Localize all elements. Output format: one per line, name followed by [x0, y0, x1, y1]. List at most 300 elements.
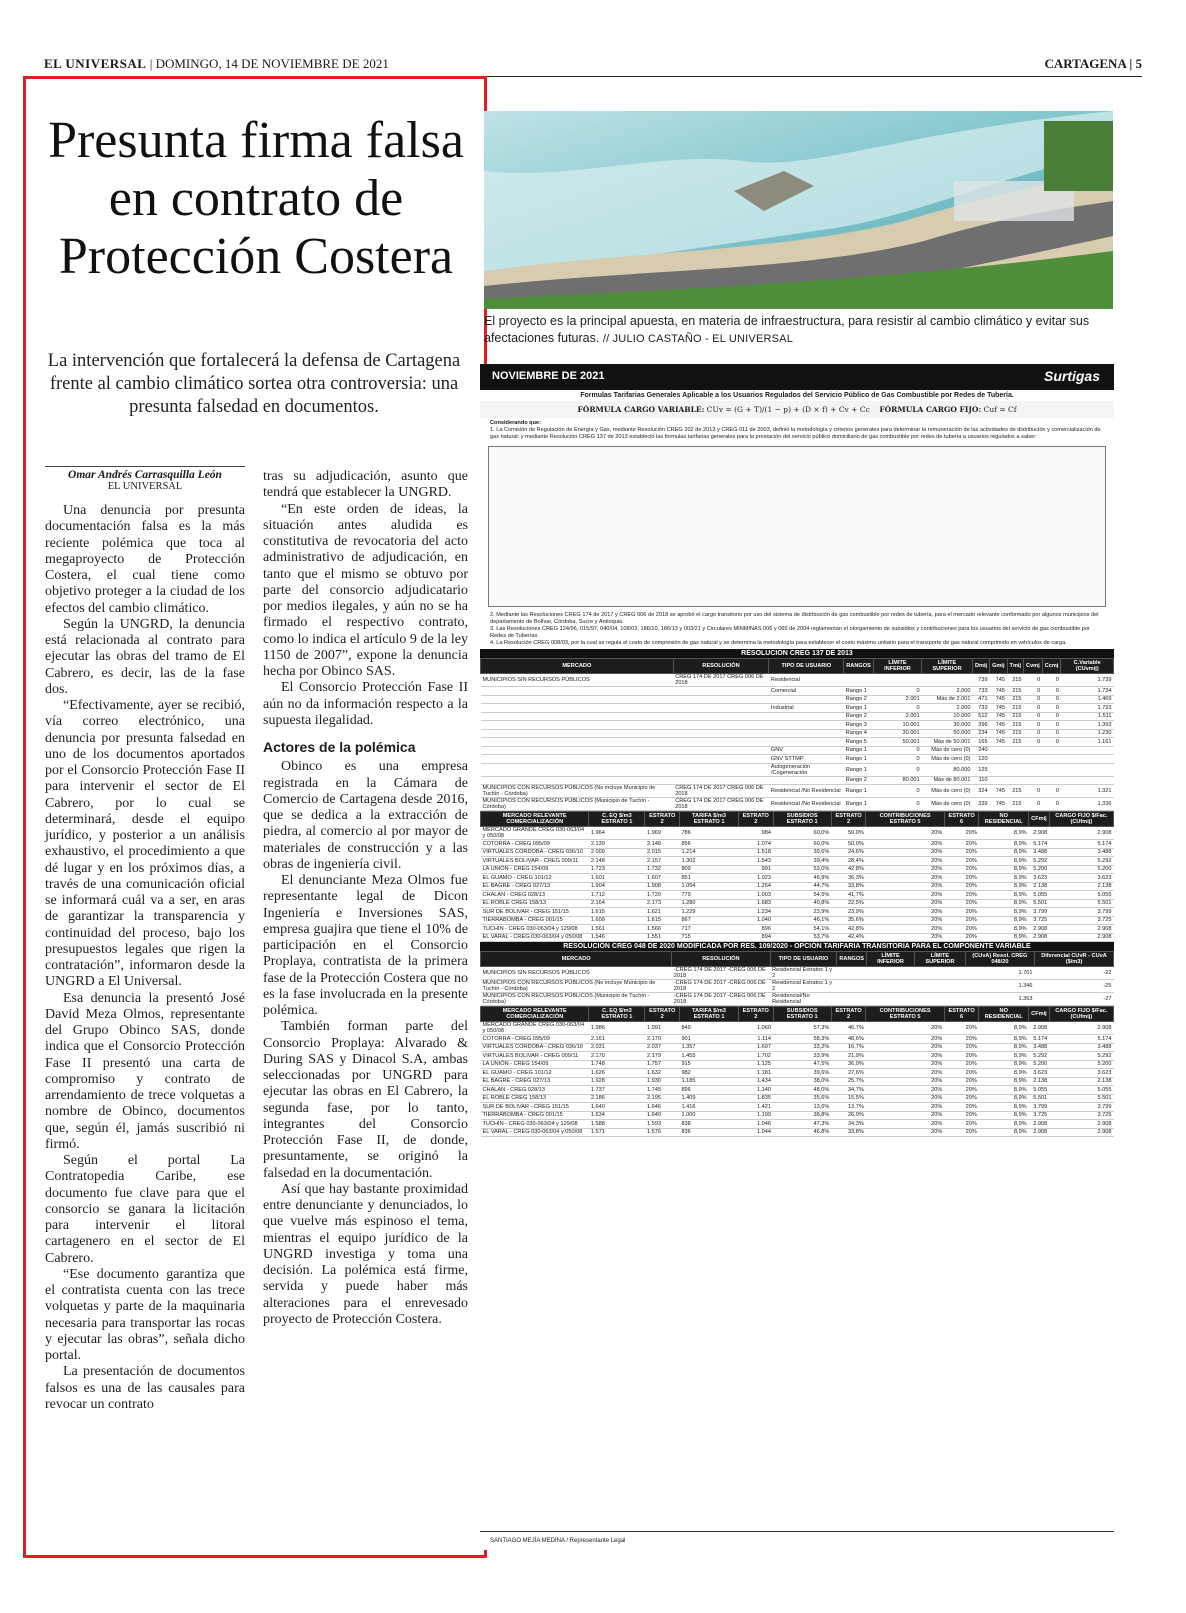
table-cell: 1.723: [589, 865, 645, 874]
table-cell: -CREG 174 DE 2017 -CREG 006 DE 2018: [672, 967, 770, 980]
table-cell: 42,4%: [831, 933, 865, 942]
table-header-cell: RESOLUCIÓN: [673, 659, 769, 674]
table-header-cell: Cvmj: [1024, 659, 1043, 674]
table-cell: MUNICIPIOS CON RECURSOS PÚBLICOS (No incluye Municipio de Tuchín - Córdoba): [481, 980, 672, 993]
table-cell: 2.148: [645, 840, 679, 849]
table-cell: 809: [679, 865, 738, 874]
table-cell: 1.761: [965, 967, 1034, 980]
considerando-text: 1. La Comisión de Regulación de Energía y Gas, mediante Resolución CREG 202 de 2013 y CREG 011 de 2003, definió la metodología y criterios generales para determinar la remuneración de las actividades de distribución y comercialización de gas natural; y mediante Resolución CREG 137 de 2013 estableció las formulas tarifarias generales para la prestación del servicio público domiciliario de gas combustible por redes de tubería a usuarios regulados a saber:: [490, 427, 1101, 440]
table-cell: 1.264: [739, 882, 773, 891]
table-cell: 1.734: [1061, 687, 1114, 696]
table-cell: 20%: [944, 1128, 978, 1137]
table-cell: 0: [1042, 712, 1061, 721]
table-cell: 0: [1024, 798, 1043, 811]
table-cell: 745: [990, 712, 1007, 721]
table-cell: 0: [873, 763, 921, 776]
table-cell: 5.501: [1049, 1094, 1113, 1103]
table-cell: VIRTUALES CORDOBA - CREG 036/10: [481, 1043, 589, 1052]
table-cell: 36,3%: [831, 874, 865, 883]
table-cell: 20%: [944, 1103, 978, 1112]
table-cell: 1.969: [645, 827, 679, 840]
table-cell: 3.725: [1029, 916, 1050, 925]
table-cell: [673, 729, 769, 738]
table-cell: VIRTUALES BOLIVAR - CREG 009/11: [481, 1052, 589, 1061]
table-header-cell: ESTRATO 2: [739, 812, 773, 827]
table-cell: 33,9%: [773, 1052, 831, 1061]
table-cell: [673, 763, 769, 776]
table-cell: 1.357: [679, 1043, 738, 1052]
table-cell: 0: [1024, 785, 1043, 798]
table-cell: 20%: [944, 1022, 978, 1035]
table-cell: Residencial: [769, 674, 844, 687]
table-cell: [481, 746, 674, 755]
masthead: [44, 52, 1142, 77]
table-cell: Más de 2.001: [922, 695, 973, 704]
table-cell: 120: [972, 755, 989, 764]
table-cell: 838: [679, 1120, 738, 1129]
table-cell: 34,3%: [831, 1120, 865, 1129]
table-cell: 2.170: [589, 1052, 645, 1061]
table-cell: 3.799: [1029, 1103, 1050, 1112]
table-cell: 8,9%: [979, 840, 1029, 849]
table-cell: [1042, 763, 1061, 776]
table-cell: 20%: [944, 1069, 978, 1078]
byline: [45, 466, 245, 492]
table-cell: VIRTUALES CORDOBA - CREG 036/10: [481, 848, 589, 857]
table-row: [481, 874, 1114, 883]
caption-text: El proyecto es la principal apuesta, en materia de infraestructura, para resistir al cambio climático y evitar sus afectaciones futuras.: [484, 314, 1090, 345]
table-cell: 733: [972, 704, 989, 713]
table-cell: 1.185: [679, 1077, 738, 1086]
section-name: CARTAGENA: [1044, 56, 1127, 71]
table-cell: 1.986: [589, 1022, 645, 1035]
point-4: 4. La Resolución CREG 008/03, por la cual se regula el costo de compresión de gas natural y se determina la metodología para establecer el costo máximo unitario para el transporte de gas natural comprimido en vehículos de carga.: [490, 640, 1067, 646]
table-cell: [1061, 746, 1114, 755]
table-cell: 8,9%: [979, 925, 1029, 934]
table-cell: 991: [739, 865, 773, 874]
table-header-cell: LÍMITE INFERIOR: [873, 659, 921, 674]
table-cell: 1.601: [589, 874, 645, 883]
definitions-box: [488, 446, 1106, 607]
table-header-cell: CFmij: [1029, 1007, 1050, 1022]
table-cell: 53,7%: [773, 933, 831, 942]
table-cell: EL GUAMO - CREG 101/12: [481, 874, 589, 883]
table-cell: [915, 967, 966, 980]
table-cell: 0: [1024, 729, 1043, 738]
table-cell: 1.593: [645, 1120, 679, 1129]
table-cell: [1042, 776, 1061, 785]
table-cell: Más de 50.001: [922, 738, 973, 747]
table-cell: 1.421: [739, 1103, 773, 1112]
table-cell: [990, 746, 1007, 755]
table-cell: [866, 993, 914, 1006]
table-cell: 23,9%: [831, 908, 865, 917]
table-cell: 2.148: [589, 857, 645, 866]
table-cell: -22: [1035, 967, 1114, 980]
paragraph: “Efectivamente, ayer se recibió, vía correo electrónico, una denuncia por presunta falsedad en uno de los documentos aportados por el Consorcio Protección Fase II para intervenir el sector de El Cabrero, por lo cual se determinará, desde el equipo jurídico, y posterior a un análisis exhaustivo, el procedimiento a que dé lugar y en los próximos días, a través de una comunicación oficial se informará cuál va a ser, en aras de garantizar la transparencia y continuidad del proceso, bajo los presupuestos legales que rigen la contratación”, informaron desde la UNGRD a El Universal.: [45, 698, 245, 990]
table-cell: 1.566: [645, 925, 679, 934]
table-cell: 5.055: [1049, 1086, 1113, 1095]
table-cell: Rango 1: [844, 763, 874, 776]
table-cell: 20%: [866, 1035, 945, 1044]
table-cell: 8,9%: [979, 874, 1029, 883]
table-cell: 0: [1042, 687, 1061, 696]
table-cell: 47,3%: [773, 1120, 831, 1129]
table-cell: 44,7%: [773, 882, 831, 891]
table-cell: 1.745: [645, 1086, 679, 1095]
table-cell: 2.138: [1029, 1077, 1050, 1086]
table-cell: Rango 5: [844, 738, 874, 747]
table-cell: 8,9%: [979, 827, 1029, 840]
table-cell: Más de cero (0): [922, 798, 973, 811]
table-cell: 20%: [944, 1043, 978, 1052]
table-row: [481, 695, 1114, 704]
table-cell: Rango 1: [844, 687, 874, 696]
table-cell: 0: [1024, 738, 1043, 747]
page-number: 5: [1135, 56, 1142, 71]
table-header-cell: MERCADO: [481, 659, 674, 674]
table-row: [481, 882, 1114, 891]
table-cell: [915, 993, 966, 1006]
table-cell: 901: [679, 1035, 738, 1044]
table-cell: [990, 755, 1007, 764]
table-cell: 739: [972, 674, 989, 687]
table-cell: [1061, 755, 1114, 764]
table-cell: EL BAGRE - CREG 027/13: [481, 1077, 589, 1086]
point-3: 3. Las Resoluciones CREG 124/96, 015/97, 040/04, 108/03, 186/10, 186/13 y 003/21 y Circulares MINMINAS 006 y 065 de 2004 reglamentan el otorgamiento de subsidios y contribuciones para los usuarios del servicio de gas combustible por Redes de Tuberías.: [490, 626, 1090, 639]
table-row: [481, 1043, 1114, 1052]
table-cell: 3.488: [1049, 848, 1113, 857]
table-cell: 53,0%: [773, 865, 831, 874]
table-cell: 35,6%: [831, 916, 865, 925]
table-cell: 20%: [944, 848, 978, 857]
table-cell: 46,9%: [773, 874, 831, 883]
table-cell: 1.229: [679, 908, 738, 917]
table-cell: 5.174: [1029, 840, 1050, 849]
table-cell: 8,9%: [979, 891, 1029, 900]
table-cell: Rango 1: [844, 785, 874, 798]
table-cell: 48,0%: [773, 1086, 831, 1095]
table-cell: 40,8%: [773, 899, 831, 908]
table-header-cell: Ccmj: [1042, 659, 1061, 674]
table-cell: [769, 738, 844, 747]
table-cell: MERCADO GRANDE CREG 030-063/04 y 050/08: [481, 1022, 589, 1035]
table-cell: EL GUAMO - CREG 101/12: [481, 1069, 589, 1078]
table-cell: 20%: [944, 933, 978, 942]
table-cell: 20%: [944, 857, 978, 866]
table-header-cell: ESTRATO 2: [739, 1007, 773, 1022]
table-cell: 5.501: [1029, 1094, 1050, 1103]
table-cell: 35,6%: [773, 1094, 831, 1103]
table-header-cell: MERCADO: [481, 952, 672, 967]
table-cell: 8,9%: [979, 1069, 1029, 1078]
table-cell: 2.000: [922, 687, 973, 696]
table-cell: [837, 967, 867, 980]
table-cell: 1.336: [1061, 798, 1114, 811]
table-cell: 2.908: [1029, 933, 1050, 942]
table-header-cell: CARGO FIJO $/Fac. (CUfmij): [1049, 1007, 1113, 1022]
table-cell: 8,9%: [979, 1060, 1029, 1069]
table-commercialization-2020: [480, 1006, 1114, 1137]
table-cell: 1.125: [739, 1060, 773, 1069]
table-cell: [990, 763, 1007, 776]
table-cell: SUR DE BOLIVAR - CREG 151/15: [481, 1103, 589, 1112]
table-cell: 0: [873, 746, 921, 755]
table-cell: 8,9%: [979, 916, 1029, 925]
table-cell: Más de cero (0): [922, 755, 973, 764]
paragraph: “En este orden de ideas, la situación antes aludida es constitutiva de revocatoria del acto administrativo de adjudicación, en tanto que el mismo se obtuvo por parte del consorcio adjudicatario por medios ilegales, y aún no se ha firmado el respectivo contrato, como lo indica el artículo 9 de la ley 1150 de 2007”, expone la denuncia hecha por Obinco SAS.: [263, 501, 468, 679]
table-header-cell: NO RESIDENCIAL: [979, 1007, 1029, 1022]
table-cell: 3.725: [1029, 1111, 1050, 1120]
table-cell: 745: [990, 721, 1007, 730]
table-cell: 46,8%: [773, 1128, 831, 1137]
table-cell: Rango 1: [844, 704, 874, 713]
table-cell: 20%: [944, 1086, 978, 1095]
table-cell: 1.609: [589, 916, 645, 925]
table-cell: Industrial: [769, 704, 844, 713]
table-cell: 1.991: [645, 1022, 679, 1035]
table-cell: 30.000: [922, 721, 973, 730]
table-cell: 5.055: [1029, 1086, 1050, 1095]
table-cell: 2.173: [645, 899, 679, 908]
table-cell: 894: [739, 933, 773, 942]
table-cell: Rango 4: [844, 729, 874, 738]
table-header-cell: NO RESIDENCIAL: [979, 812, 1029, 827]
table-cell: Comercial: [769, 687, 844, 696]
table-cell: 54,5%: [773, 891, 831, 900]
table-row: [481, 776, 1114, 785]
table-cell: 20%: [866, 1094, 945, 1103]
table-cell: CHALAN - CREG 028/13: [481, 1086, 589, 1095]
table-cell: EL BAGRE - CREG 027/13: [481, 882, 589, 891]
table-row: [481, 1069, 1114, 1078]
table-cell: [481, 695, 674, 704]
table-cell: 20%: [944, 1035, 978, 1044]
table-cell: 512: [972, 712, 989, 721]
table-cell: [769, 729, 844, 738]
table-cell: 30.001: [873, 729, 921, 738]
table-cell: 20%: [944, 899, 978, 908]
table-cell: 745: [990, 729, 1007, 738]
table-cell: 20%: [866, 899, 945, 908]
table-cell: 20%: [944, 925, 978, 934]
table-cell: 28,4%: [831, 857, 865, 866]
table-row: [481, 865, 1114, 874]
table-cell: 339: [972, 798, 989, 811]
table-cell: 1.455: [679, 1052, 738, 1061]
table-row: [481, 967, 1114, 980]
table-cell: 3.488: [1049, 1043, 1113, 1052]
table-cell: 896: [679, 1086, 738, 1095]
table-cell: 1.046: [739, 1120, 773, 1129]
surtigas-tariff-notice: [480, 364, 1114, 1550]
table-cell: 1.003: [739, 891, 773, 900]
table-cell: 20%: [866, 1022, 945, 1035]
article-deck: La intervención que fortalecerá la defensa de Cartagena frente al cambio climático sortea otra controversia: una presunta falsedad en documentos.: [47, 351, 461, 417]
table-cell: 5.200: [1049, 865, 1113, 874]
table-cell: [1007, 776, 1024, 785]
table-cell: -CREG 174 DE 2017 -CREG 006 DE 2018: [672, 980, 770, 993]
table-cell: 20%: [944, 874, 978, 883]
table-cell: 8,9%: [979, 865, 1029, 874]
table-cell: 5.292: [1049, 1052, 1113, 1061]
table-cell: 1.733: [1061, 704, 1114, 713]
table-row: [481, 908, 1114, 917]
table-row: [481, 1077, 1114, 1086]
table-commercialization-2013: [480, 811, 1114, 942]
table-cell: 0: [1024, 721, 1043, 730]
table-cell: 8,9%: [979, 848, 1029, 857]
table-cell: CREG 174 DE 2017 CREG 006 DE 2018: [673, 785, 769, 798]
table-cell: EL ROBLE CREG 158/13: [481, 899, 589, 908]
table-cell: 20%: [944, 1060, 978, 1069]
table-cell: 1.000: [679, 1111, 738, 1120]
table-cell: 234: [972, 729, 989, 738]
table-cell: 2.164: [589, 899, 645, 908]
table-cell: 8,9%: [979, 1128, 1029, 1137]
table-cell: EL ROBLE CREG 158/13: [481, 1094, 589, 1103]
table-cell: [1042, 755, 1061, 764]
table-row: [481, 1060, 1114, 1069]
table-cell: 48,6%: [831, 1035, 865, 1044]
table-cell: 0: [873, 798, 921, 811]
table-cell: [873, 674, 921, 687]
table-cell: 20%: [944, 1094, 978, 1103]
table-cell: 20%: [944, 916, 978, 925]
table-cell: Rango 1: [844, 755, 874, 764]
table-cell: 20%: [866, 874, 945, 883]
table-header-cell: LÍMITE SUPERIOR: [922, 659, 973, 674]
table-cell: 20%: [866, 1052, 945, 1061]
table-header-cell: Diferencial CUvR - CUvA ($/m3): [1035, 952, 1114, 967]
table-cell: 39,6%: [773, 848, 831, 857]
table-cell: 50,0%: [831, 840, 865, 849]
table-cell: 8,9%: [979, 1086, 1029, 1095]
table-cell: 20%: [866, 857, 945, 866]
table-cell: [1042, 746, 1061, 755]
table-creg137-title: RESOLUCIÓN CREG 137 DE 2013: [480, 649, 1114, 658]
table-cell: 2.161: [589, 1035, 645, 1044]
notice-points: [480, 610, 1114, 649]
tariff-formulas: FÓRMULA CARGO VARIABLE: CUv = (G + T)/(1 − p) + (D × f) + Cv + Cc FÓRMULA CARGO FIJO: Cuf = Cf: [480, 401, 1114, 418]
table-cell: 1.518: [739, 848, 773, 857]
table-cell: 20%: [944, 882, 978, 891]
table-header-cell: Tmij: [1007, 659, 1024, 674]
table-cell: CREG 174 DE 2017 CREG 006 DE 2018: [673, 798, 769, 811]
table-cell: 0: [1042, 674, 1061, 687]
table-cell: Autogeneración /Cogeneración: [769, 763, 844, 776]
table-cell: Rango 1: [844, 798, 874, 811]
table-cell: 5.200: [1029, 865, 1050, 874]
table-cell: 1.511: [1061, 712, 1114, 721]
table-cell: 2.138: [1029, 882, 1050, 891]
paragraph: Según el portal La Contratopedia Caribe, ese documento fue clave para que el consorcio se ganara la licitación para intervenir el litoral cartagenero en el sector de El Cabrero.: [45, 1153, 245, 1266]
table-cell: 20%: [866, 865, 945, 874]
table-cell: 1.469: [1061, 695, 1114, 704]
table-cell: Residencial/No Residencial: [770, 993, 837, 1006]
table-cell: 22,5%: [831, 899, 865, 908]
point-2: 2. Mediante las Resoluciones CREG 174 de 2017 y CREG 006 de 2018 se aprobó el cargo transitorio por uso del sistema de distribución de gas combustible por redes de tubería, para el mercado relevante conformado por algunos municipios del departamento de Bolívar, Córdoba, Sucre y Antioquia.: [490, 612, 1099, 625]
table-cell: 1.060: [739, 1022, 773, 1035]
author-name: Omar Andrés Carrasquilla León: [45, 466, 245, 481]
table-cell: 2.908: [1049, 827, 1113, 840]
table-cell: 215: [1007, 695, 1024, 704]
table-cell: [866, 980, 914, 993]
table-cell: 779: [679, 891, 738, 900]
table-row: [481, 933, 1114, 942]
paragraph: tras su adjudicación, asunto que tendrá que establecer la UNGRD.: [263, 469, 468, 501]
table-cell: 50,0%: [831, 827, 865, 840]
table-cell: 8,9%: [979, 1120, 1029, 1129]
table-cell: 20%: [866, 908, 945, 917]
table-cell: 733: [972, 687, 989, 696]
table-cell: [769, 776, 844, 785]
table-cell: MUNICIPIOS CON RECURSOS PÚBLICOS (No incluye Municipio de Tuchín - Córdoba): [481, 785, 674, 798]
table-cell: MUNICIPIOS CON RECURSOS PÚBLICOS (Municipio de Tuchín - Córdoba): [481, 798, 674, 811]
table-cell: LA UNIÓN - CREG 154/09: [481, 865, 589, 874]
table-cell: 2.037: [645, 1043, 679, 1052]
table-header-cell: MERCADO RELEVANTE COMERCIALIZACIÓN: [481, 812, 589, 827]
table-cell: 745: [990, 674, 1007, 687]
table-cell: 1.161: [1061, 738, 1114, 747]
table-cell: 5.292: [1029, 857, 1050, 866]
table-header-cell: RANGOS: [837, 952, 867, 967]
table-cell: 856: [679, 840, 738, 849]
table-cell: 0: [873, 785, 921, 798]
table-cell: 10.001: [873, 721, 921, 730]
table-cell: 20%: [866, 1069, 945, 1078]
table-cell: 1.835: [739, 1094, 773, 1103]
table-cell: [481, 776, 674, 785]
table-cell: 33,2%: [773, 1043, 831, 1052]
table-cell: 5.174: [1049, 840, 1113, 849]
table-cell: 1.964: [589, 827, 645, 840]
table-header-cell: CFmij: [1029, 812, 1050, 827]
table-cell: 1.434: [739, 1077, 773, 1086]
table-cell: 20%: [944, 827, 978, 840]
table-cell: [673, 687, 769, 696]
table-cell: 215: [1007, 798, 1024, 811]
table-cell: 20%: [866, 933, 945, 942]
table-cell: 2.009: [589, 848, 645, 857]
table-cell: 8,9%: [979, 1052, 1029, 1061]
table-row: [481, 993, 1114, 1006]
table-cell: 20%: [866, 1043, 945, 1052]
table-cell: [481, 763, 674, 776]
paragraph: El Consorcio Protección Fase II aún no da información respecto a la supuesta ilegalidad.: [263, 680, 468, 728]
article-column-2: [263, 469, 468, 1328]
table-cell: [481, 755, 674, 764]
table-cell: 1.621: [645, 908, 679, 917]
table-cell: 3.623: [1049, 874, 1113, 883]
table-cell: 3.725: [1049, 1111, 1113, 1120]
table-cell: 1.757: [645, 1060, 679, 1069]
table-header-cell: RANGOS: [844, 659, 874, 674]
table-cell: 215: [1007, 674, 1024, 687]
table-cell: 0: [873, 704, 921, 713]
table-cell: 36,0%: [831, 1060, 865, 1069]
table-cell: 20%: [944, 1052, 978, 1061]
formula-variable-label: FÓRMULA CARGO VARIABLE:: [577, 405, 705, 414]
paper-name: EL UNIVERSAL: [44, 56, 147, 71]
table-cell: 20%: [944, 840, 978, 849]
table-row: [481, 687, 1114, 696]
table-cell: 20%: [866, 925, 945, 934]
table-cell: 1.697: [739, 1043, 773, 1052]
table-cell: [1024, 755, 1043, 764]
table-cell: 3.488: [1029, 848, 1050, 857]
table-header-cell: ESTRATO 2: [831, 1007, 865, 1022]
